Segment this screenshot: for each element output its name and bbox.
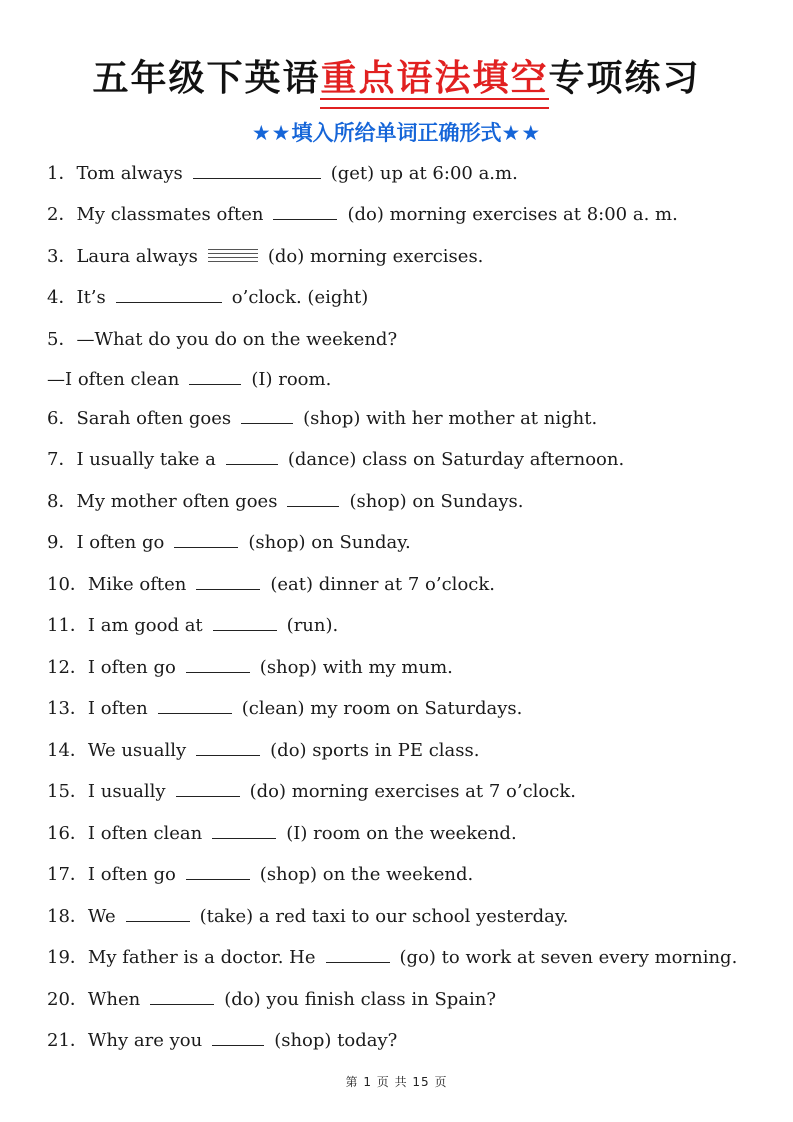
question-text-after: (shop) with her mother at night. — [303, 408, 598, 429]
question-number: 12． — [47, 657, 88, 678]
question-number: 8． — [47, 491, 77, 512]
question-item — [47, 203, 678, 227]
answer-blank[interactable] — [212, 822, 276, 839]
question-text-after: (run). — [286, 615, 339, 636]
answer-blank[interactable] — [176, 780, 240, 797]
question-item — [47, 490, 523, 514]
question-item — [47, 946, 737, 970]
answer-blank[interactable] — [174, 531, 238, 548]
question-item — [47, 656, 453, 680]
question-number: 19． — [47, 947, 88, 968]
question-text-before: —I often clean — [47, 369, 180, 390]
question-item — [47, 162, 518, 186]
question-item — [47, 328, 397, 352]
question-text-after: (do) morning exercises at 7 o’clock. — [249, 781, 576, 802]
question-number: 21． — [47, 1030, 88, 1051]
question-number: 4． — [47, 287, 77, 308]
page-title — [0, 55, 793, 103]
title-text-after: 专项练习 — [548, 58, 701, 99]
answer-blank[interactable] — [186, 863, 250, 880]
question-text-before: —What do you do on the weekend? — [76, 329, 398, 350]
question-text-before: Why are you — [87, 1030, 203, 1051]
question-item — [47, 905, 568, 929]
star-icon-right: ★★ — [501, 121, 542, 145]
question-text-before: I often go — [87, 864, 176, 885]
question-text-before: Sarah often goes — [76, 408, 232, 429]
question-number: 6． — [47, 408, 77, 429]
question-item — [47, 407, 597, 431]
question-text-before: We usually — [87, 740, 187, 761]
question-number: 5． — [47, 329, 77, 350]
question-item — [47, 448, 624, 472]
answer-blank[interactable] — [287, 490, 339, 507]
question-text-after: (shop) on the weekend. — [259, 864, 474, 885]
title-highlight: 重点语法填空 — [320, 55, 548, 103]
question-number: 18． — [47, 906, 88, 927]
question-text-before: Mike often — [87, 574, 187, 595]
question-item — [47, 988, 496, 1012]
question-number: 7． — [47, 449, 77, 470]
subtitle-text: 填入所给单词正确形式 — [291, 121, 502, 145]
answer-blank[interactable] — [150, 988, 214, 1005]
question-text-before: My mother often goes — [76, 491, 278, 512]
question-text-before: I often clean — [87, 823, 203, 844]
question-number: 17． — [47, 864, 88, 885]
question-item — [47, 739, 480, 763]
question-text-before: Tom always — [76, 163, 183, 184]
question-number: 10． — [47, 574, 88, 595]
question-text-before: I often go — [76, 532, 165, 553]
question-text-after: (go) to work at seven every morning. — [399, 947, 738, 968]
question-item — [47, 822, 517, 846]
question-text-before: My father is a doctor. He — [87, 947, 316, 968]
question-item — [47, 697, 522, 721]
answer-blank[interactable] — [189, 368, 241, 385]
question-text-after: (dance) class on Saturday afternoon. — [287, 449, 625, 470]
question-number: 15． — [47, 781, 88, 802]
answer-blank[interactable] — [196, 739, 260, 756]
question-text-before: I am good at — [87, 615, 203, 636]
answer-blank[interactable] — [116, 286, 222, 303]
answer-blank[interactable] — [212, 1029, 264, 1046]
question-text-before: When — [87, 989, 141, 1010]
question-text-after: (shop) with my mum. — [259, 657, 453, 678]
question-number: 13． — [47, 698, 88, 719]
answer-blank[interactable] — [241, 407, 293, 424]
question-text-after: (get) up at 6:00 a.m. — [330, 163, 518, 184]
answer-blank[interactable] — [208, 246, 258, 264]
question-number: 9． — [47, 532, 77, 553]
question-text-after: o’clock. (eight) — [231, 287, 369, 308]
question-text-after: (shop) today? — [274, 1030, 398, 1051]
instruction-subtitle — [0, 118, 793, 148]
question-text-before: It’s — [76, 287, 106, 308]
question-text-after: (I) room. — [251, 369, 332, 390]
question-item — [47, 286, 368, 310]
title-text-before: 五年级下英语 — [92, 58, 321, 99]
answer-blank[interactable] — [213, 614, 277, 631]
question-number: 2． — [47, 204, 77, 225]
answer-blank[interactable] — [196, 573, 260, 590]
question-item — [47, 245, 483, 269]
question-text-after: (do) morning exercises. — [267, 246, 484, 267]
page-footer: 第 1 页 共 15 页 — [345, 1075, 448, 1089]
question-item — [47, 573, 495, 597]
answer-blank[interactable] — [158, 697, 232, 714]
question-text-after: (do) morning exercises at 8:00 a. m. — [347, 204, 678, 225]
answer-blank[interactable] — [126, 905, 190, 922]
answer-blank[interactable] — [226, 448, 278, 465]
question-text-before: I usually — [87, 781, 166, 802]
question-text-after: (do) sports in PE class. — [270, 740, 480, 761]
question-item — [47, 780, 576, 804]
answer-blank[interactable] — [326, 946, 390, 963]
question-text-before: I often go — [87, 657, 176, 678]
question-item — [47, 614, 338, 638]
question-text-after: (do) you finish class in Spain? — [224, 989, 497, 1010]
question-number: 3． — [47, 246, 77, 267]
question-text-before: I usually take a — [76, 449, 216, 470]
question-text-after: (I) room on the weekend. — [286, 823, 517, 844]
question-text-before: My classmates often — [76, 204, 264, 225]
question-text-after: (clean) my room on Saturdays. — [241, 698, 523, 719]
question-text-after: (shop) on Sundays. — [349, 491, 524, 512]
question-item — [47, 1029, 397, 1053]
question-text-before: I often — [87, 698, 148, 719]
question-text-after: (take) a red taxi to our school yesterday. — [199, 906, 569, 927]
question-item — [47, 531, 411, 555]
question-text-before: Laura always — [76, 246, 198, 267]
question-number: 11． — [47, 615, 88, 636]
answer-blank[interactable] — [193, 162, 321, 179]
question-text-after: (eat) dinner at 7 o’clock. — [270, 574, 495, 595]
question-item — [47, 368, 331, 392]
question-number: 1． — [47, 163, 77, 184]
question-text-before: We — [87, 906, 116, 927]
question-number: 14． — [47, 740, 88, 761]
question-number: 16． — [47, 823, 88, 844]
question-text-after: (shop) on Sunday. — [248, 532, 411, 553]
answer-blank[interactable] — [273, 203, 337, 220]
question-item — [47, 863, 473, 887]
star-icon-left: ★★ — [251, 121, 292, 145]
answer-blank[interactable] — [186, 656, 250, 673]
question-number: 20． — [47, 989, 88, 1010]
